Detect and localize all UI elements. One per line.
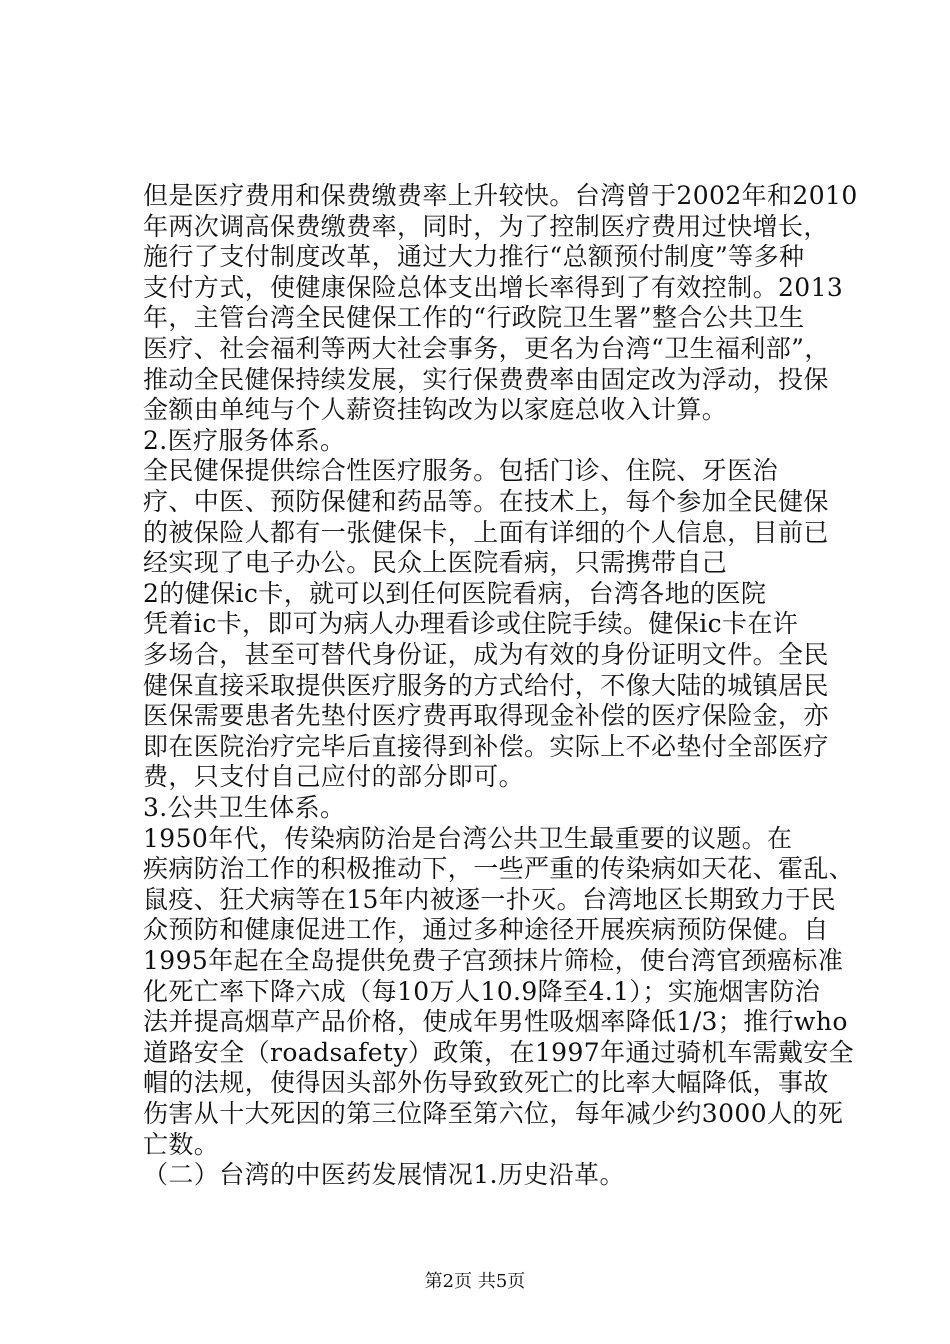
text-line: 医疗、社会福利等两大社会事务，更名为台湾“卫生福利部”， — [143, 334, 830, 363]
text-line: 亡数。 — [143, 1129, 220, 1159]
text-line: 施行了支付制度改革，通过大力推行“总额预付制度”等多种 — [143, 242, 805, 272]
text-line: 费，只支付自己应付的部分即可。 — [143, 762, 525, 792]
text-line: 1950年代，传染病防治是台湾公共卫生最重要的议题。在 — [143, 823, 793, 853]
text-line: 鼠疫、狂犬病等在15年内被逐一扑灭。台湾地区长期致力于民 — [143, 884, 837, 914]
text-line: 即在医院治疗完毕后直接得到补偿。实际上不必垫付全部医疗 — [143, 731, 829, 761]
text-line: 的被保险人都有一张健保卡，上面有详细的个人信息，目前已 — [143, 517, 829, 547]
text-line: 健保直接采取提供医疗服务的方式给付，不像大陆的城镇居民 — [143, 670, 829, 700]
text-line: 疾病防治工作的积极推动下，一些严重的传染病如天花、霍乱、 — [143, 854, 855, 884]
text-line: 法并提高烟草产品价格，使成年男性吸烟率降低1/3；推行who — [143, 1007, 848, 1037]
text-line: 疗、中医、预防保健和药品等。在技术上，每个参加全民健保 — [143, 487, 829, 516]
text-line: 伤害从十大死因的第三位降至第六位，每年减少约3000人的死 — [143, 1099, 844, 1128]
text-line: 众预防和健康促进工作，通过多种途径开展疾病预防保健。自 — [143, 915, 829, 945]
text-line: 支付方式，使健康保险总体支出增长率得到了有效控制。2013 — [143, 272, 844, 302]
text-line: 年两次调高保费缴费率，同时，为了控制医疗费用过快增长， — [143, 211, 829, 241]
text-line: （二）台湾的中医药发展情况1.历史沿革。 — [143, 1160, 625, 1190]
text-line: 帽的法规，使得因头部外伤导致致死亡的比率大幅降低，事故 — [143, 1068, 829, 1098]
text-line: 2.医疗服务体系。 — [143, 425, 346, 455]
text-line: 金额由单纯与个人薪资挂钩改为以家庭总收入计算。 — [143, 395, 728, 425]
text-line: 2的健保ic卡，就可以到任何医院看病，台湾各地的医院 — [143, 578, 767, 608]
page-footer: 第2页 共5页 — [424, 1271, 526, 1292]
text-line: 医保需要患者先垫付医疗费再取得现金补偿的医疗保险金，亦 — [143, 701, 829, 731]
text-line: 化死亡率下降六成（每10万人10.9降至4.1）；实施烟害防治 — [143, 976, 821, 1006]
text-line: 凭着ic卡，即可为病人办理看诊或住院手续。健保ic卡在许 — [143, 609, 799, 639]
text-line: 3.公共卫生体系。 — [143, 793, 346, 822]
text-line: 经实现了电子办公。民众上医院看病，只需携带自己 — [143, 548, 728, 578]
text-line: 1995年起在全岛提供免费子宫颈抹片筛检，使台湾官颈癌标准 — [143, 946, 844, 975]
text-line: 全民健保提供综合性医疗服务。包括门诊、住院、牙医治 — [143, 456, 779, 486]
text-line: 道路安全（roadsafety）政策，在1997年通过骑机车需戴安全 — [143, 1037, 855, 1067]
text-line: 推动全民健保持续发展，实行保费费率由固定改为浮动，投保 — [143, 364, 829, 394]
text-line: 多场合，甚至可替代身份证，成为有效的身份证明文件。全民 — [143, 640, 829, 669]
text-line: 年，主管台湾全民健保工作的“行政院卫生署”整合公共卫生 — [143, 303, 805, 333]
text-line: 但是医疗费用和保费缴费率上升较快。台湾曾于2002年和2010 — [143, 181, 858, 210]
